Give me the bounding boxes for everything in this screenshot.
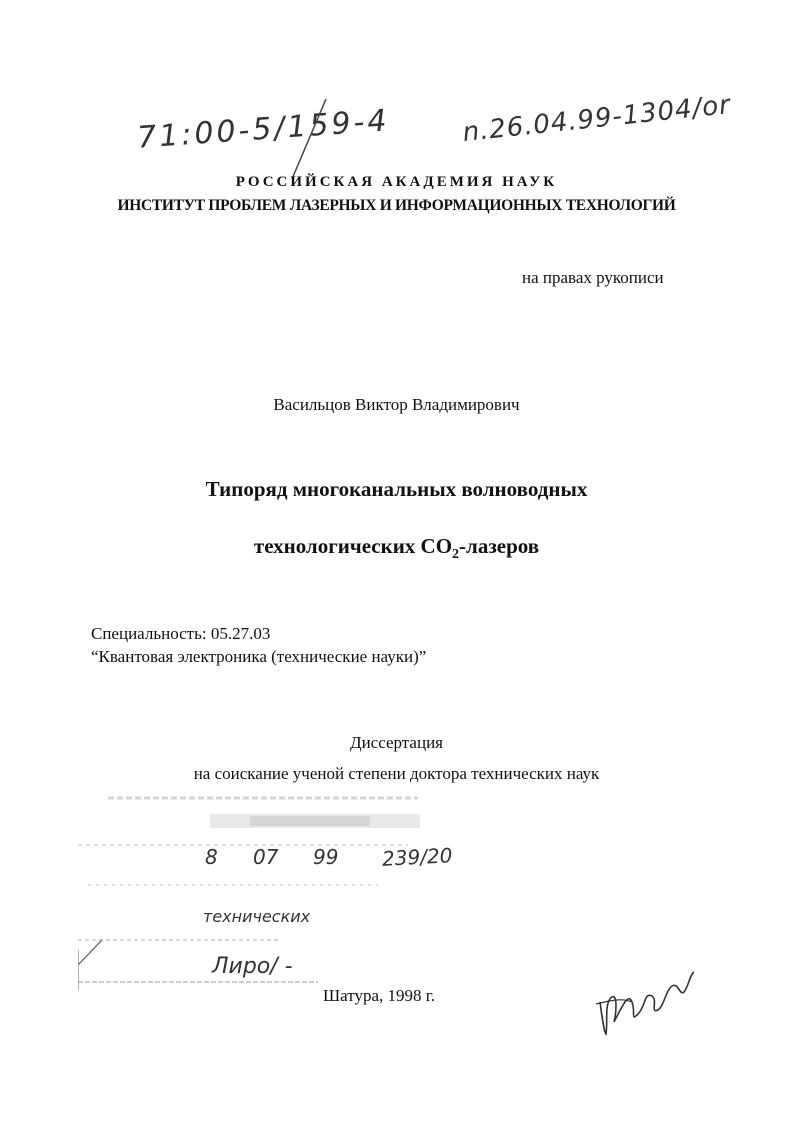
title-line-1: Типоряд многоканальных волноводных [205, 477, 588, 501]
stamp-signature: Лиро/ - [212, 954, 293, 979]
archive-slash-mark [280, 95, 340, 185]
stamp-word: технических [203, 907, 311, 926]
dissertation-degree: на соискание ученой степени доктора технических наук [193, 764, 600, 783]
signature [592, 962, 702, 1042]
place-year: Шатура, 1998 г. [323, 986, 436, 1005]
rights-note: на правах рукописи [522, 268, 664, 287]
institute-heading: ИНСТИТУТ ПРОБЛЕМ ЛАЗЕРНЫХ И ИНФОРМАЦИОННЫХ ТЕХНОЛОГИЙ [117, 197, 676, 214]
title-subscript: 2 [452, 547, 460, 563]
stamp-date-year: 99 [313, 845, 339, 869]
title-line-2 [0, 534, 793, 563]
academy-heading: РОССИЙСКАЯ АКАДЕМИЯ НАУК [235, 174, 558, 190]
author-name: Васильцов Виктор Владимирович [273, 395, 520, 414]
title-line-2-suffix: -лазеров [459, 534, 540, 558]
stamp-faded-text [210, 808, 430, 832]
registration-number: n.26.04.99-1304/or [461, 90, 733, 148]
stamp-date-month: 07 [253, 845, 279, 869]
stamp-number: 239/20 [381, 843, 453, 871]
dissertation-label: Диссертация [349, 733, 443, 752]
archive-number: 71:00-5/159-4 [136, 103, 391, 156]
specialty-name: “Квантовая электроника (технические науки)” [91, 647, 427, 666]
specialty-code: Специальность: 05.27.03 [91, 624, 271, 643]
title-line-2-prefix: технологических СО [253, 534, 453, 558]
stamp-date-day: 8 [205, 845, 218, 869]
